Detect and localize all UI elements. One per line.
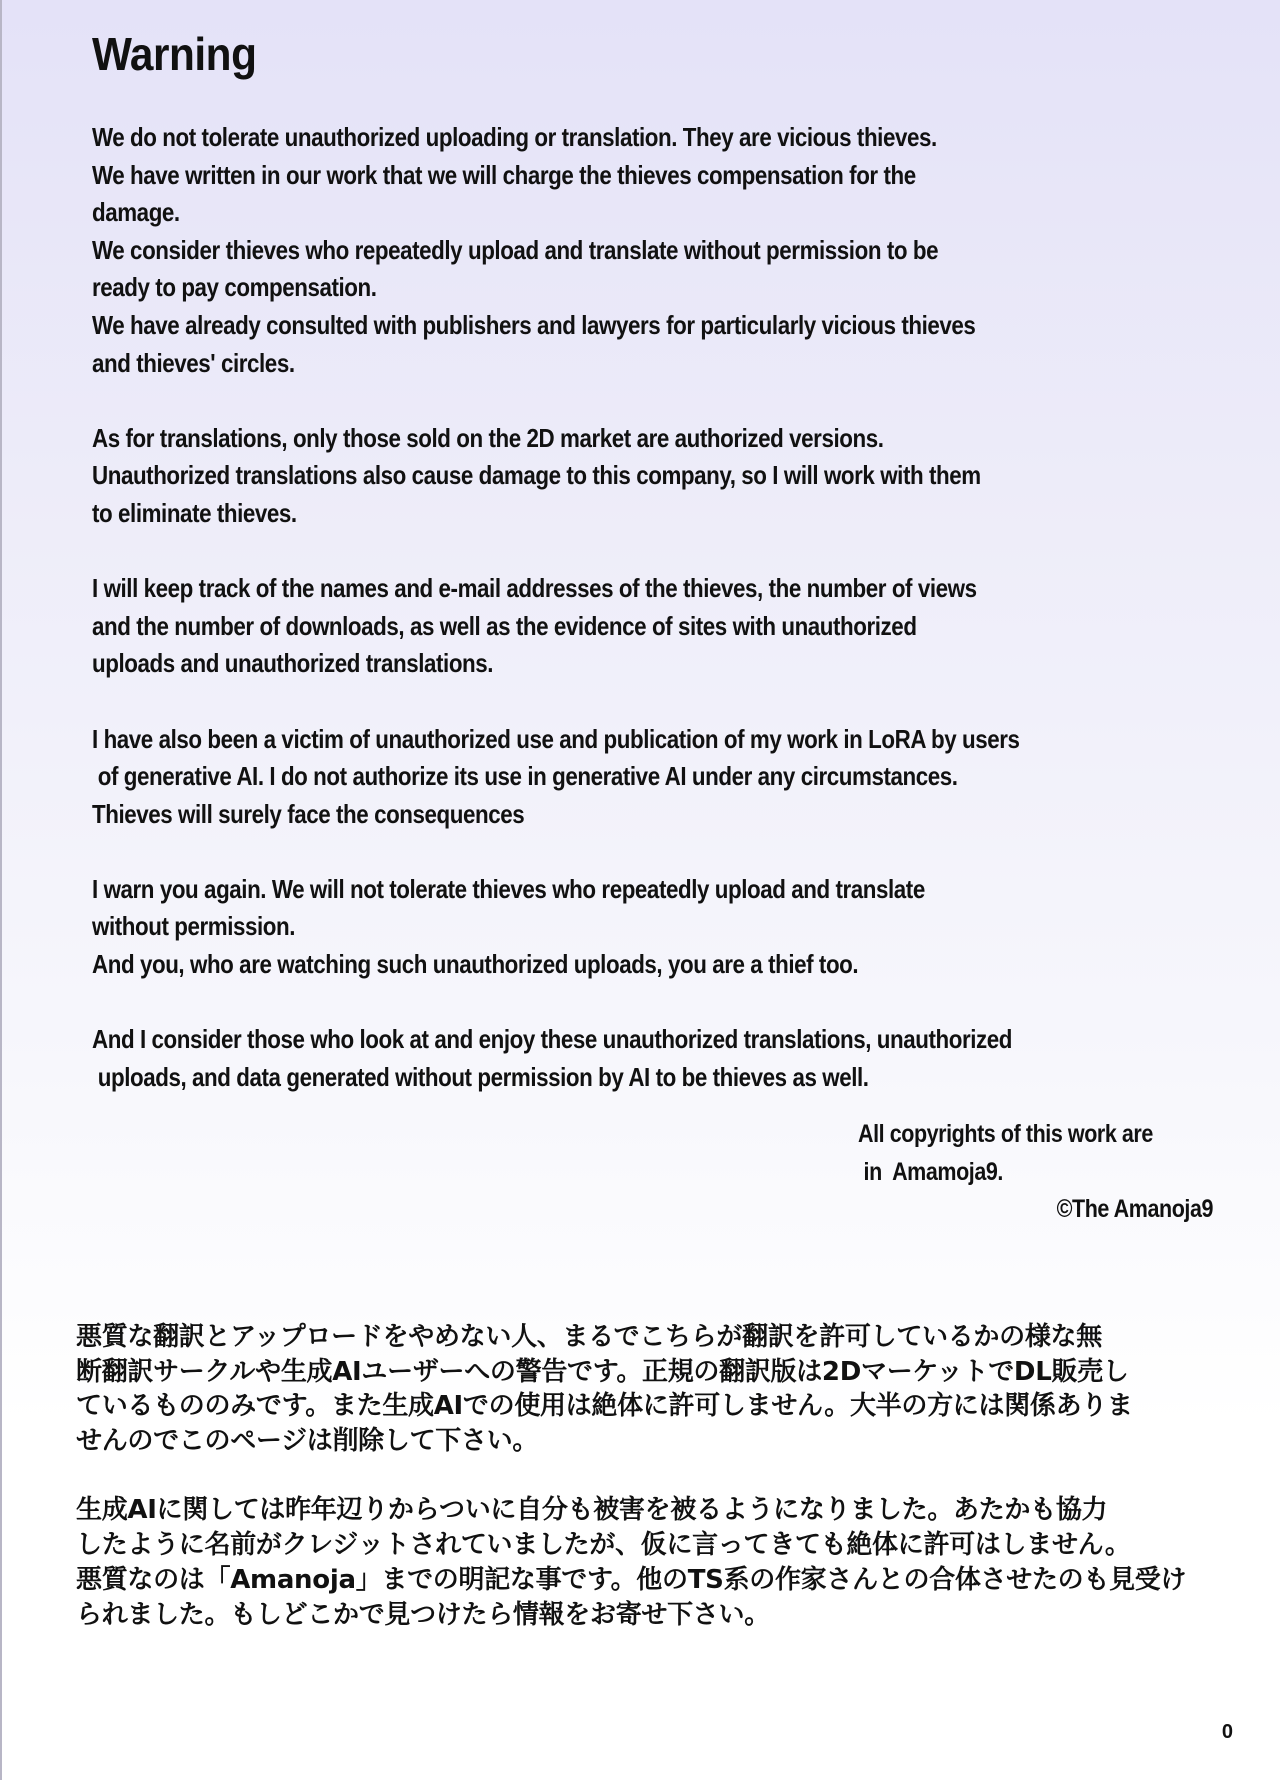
text-line: As for translations, only those sold on the 2D market are authorized versions.	[92, 422, 884, 453]
text-line: られました。もしどこかで見つけたら情報をお寄せ下さい。	[76, 1599, 770, 1630]
text-line: Unauthorized translations also cause damage to this company, so I will work with them	[92, 460, 981, 491]
text-line: uploads and unauthorized translations.	[92, 648, 494, 679]
text-line: せんのでこのページは削除して下さい。	[76, 1426, 539, 1457]
text-line: damage.	[92, 197, 180, 228]
text-line: I warn you again. We will not tolerate thieves who repeatedly upload and translate	[92, 873, 925, 904]
text-line: We have already consulted with publishers and lawyers for particularly vicious thieves	[92, 309, 976, 340]
text-line: Thieves will surely face the consequences	[92, 798, 525, 829]
text-line: ready to pay compensation.	[92, 272, 377, 303]
text-line: 悪質な翻訳とアップロードをやめない人、まるでこちらが翻訳を許可しているかの様な無	[76, 1322, 1102, 1352]
paragraph-gap	[92, 533, 1252, 571]
text-line: 悪質なのは「Amanoja」までの明記な事です。他のTS系の作家さんとの合体させたのも見受け	[76, 1564, 1187, 1595]
text-line: to eliminate thieves.	[92, 497, 297, 528]
text-line: I have also been a victim of unauthorized use and publication of my work in LoRA by users	[92, 723, 1020, 754]
copyright-notice	[858, 1116, 1213, 1229]
text-line: 生成AIに関しては昨年辺りからついに自分も被害を被るようになりました。あたかも協力	[76, 1495, 1108, 1526]
text-line: We consider thieves who repeatedly upload and translate without permission to be	[92, 234, 939, 265]
text-line: without permission.	[92, 911, 296, 942]
copyright-line: in Amamoja9.	[858, 1157, 1003, 1186]
text-line: and the number of downloads, as well as the evidence of sites with unauthorized	[92, 610, 917, 641]
text-line: ているもののみです。また生成AIでの使用は絶体に許可しません。大半の方には関係ありま	[76, 1391, 1133, 1422]
copyright-line: All copyrights of this work are	[858, 1120, 1153, 1148]
text-line: 断翻訳サークルや生成AIユーザーへの警告です。正規の翻訳版は2DマーケットでDL販売し	[76, 1356, 1129, 1387]
text-line: and thieves' circles.	[92, 347, 295, 378]
paragraph-gap	[92, 833, 1252, 871]
paragraph-gap	[92, 984, 1252, 1022]
text-line: We do not tolerate unauthorized uploading or translation. They are vicious thieves.	[92, 122, 937, 152]
page-left-edge	[0, 0, 2, 1780]
page-number: 0	[1221, 1721, 1233, 1743]
text-line: uploads, and data generated without permission by AI to be thieves as well.	[92, 1061, 869, 1092]
text-line: And I consider those who look at and enjoy these unauthorized translations, unauthorized	[92, 1024, 1013, 1055]
paragraph-gap	[76, 1459, 1226, 1494]
text-line: of generative AI. I do not authorize its use in generative AI under any circumstances.	[92, 761, 958, 792]
text-line: したように名前がクレジットされていましたが、仮に言ってきても絶体に許可はしません。	[76, 1530, 1131, 1561]
text-line: We have written in our work that we will charge the thieves compensation for the	[92, 159, 916, 190]
copyright-owner: ©The Amanoja9	[1056, 1195, 1213, 1224]
page-title: Warning	[92, 28, 257, 80]
japanese-warning-text	[76, 1320, 1226, 1632]
english-warning-text	[92, 119, 1252, 1096]
paragraph-gap	[92, 382, 1252, 420]
text-line: I will keep track of the names and e-mail addresses of the thieves, the number of views	[92, 573, 977, 604]
text-line: And you, who are watching such unauthorized uploads, you are a thief too.	[92, 949, 859, 980]
paragraph-gap	[92, 683, 1252, 721]
